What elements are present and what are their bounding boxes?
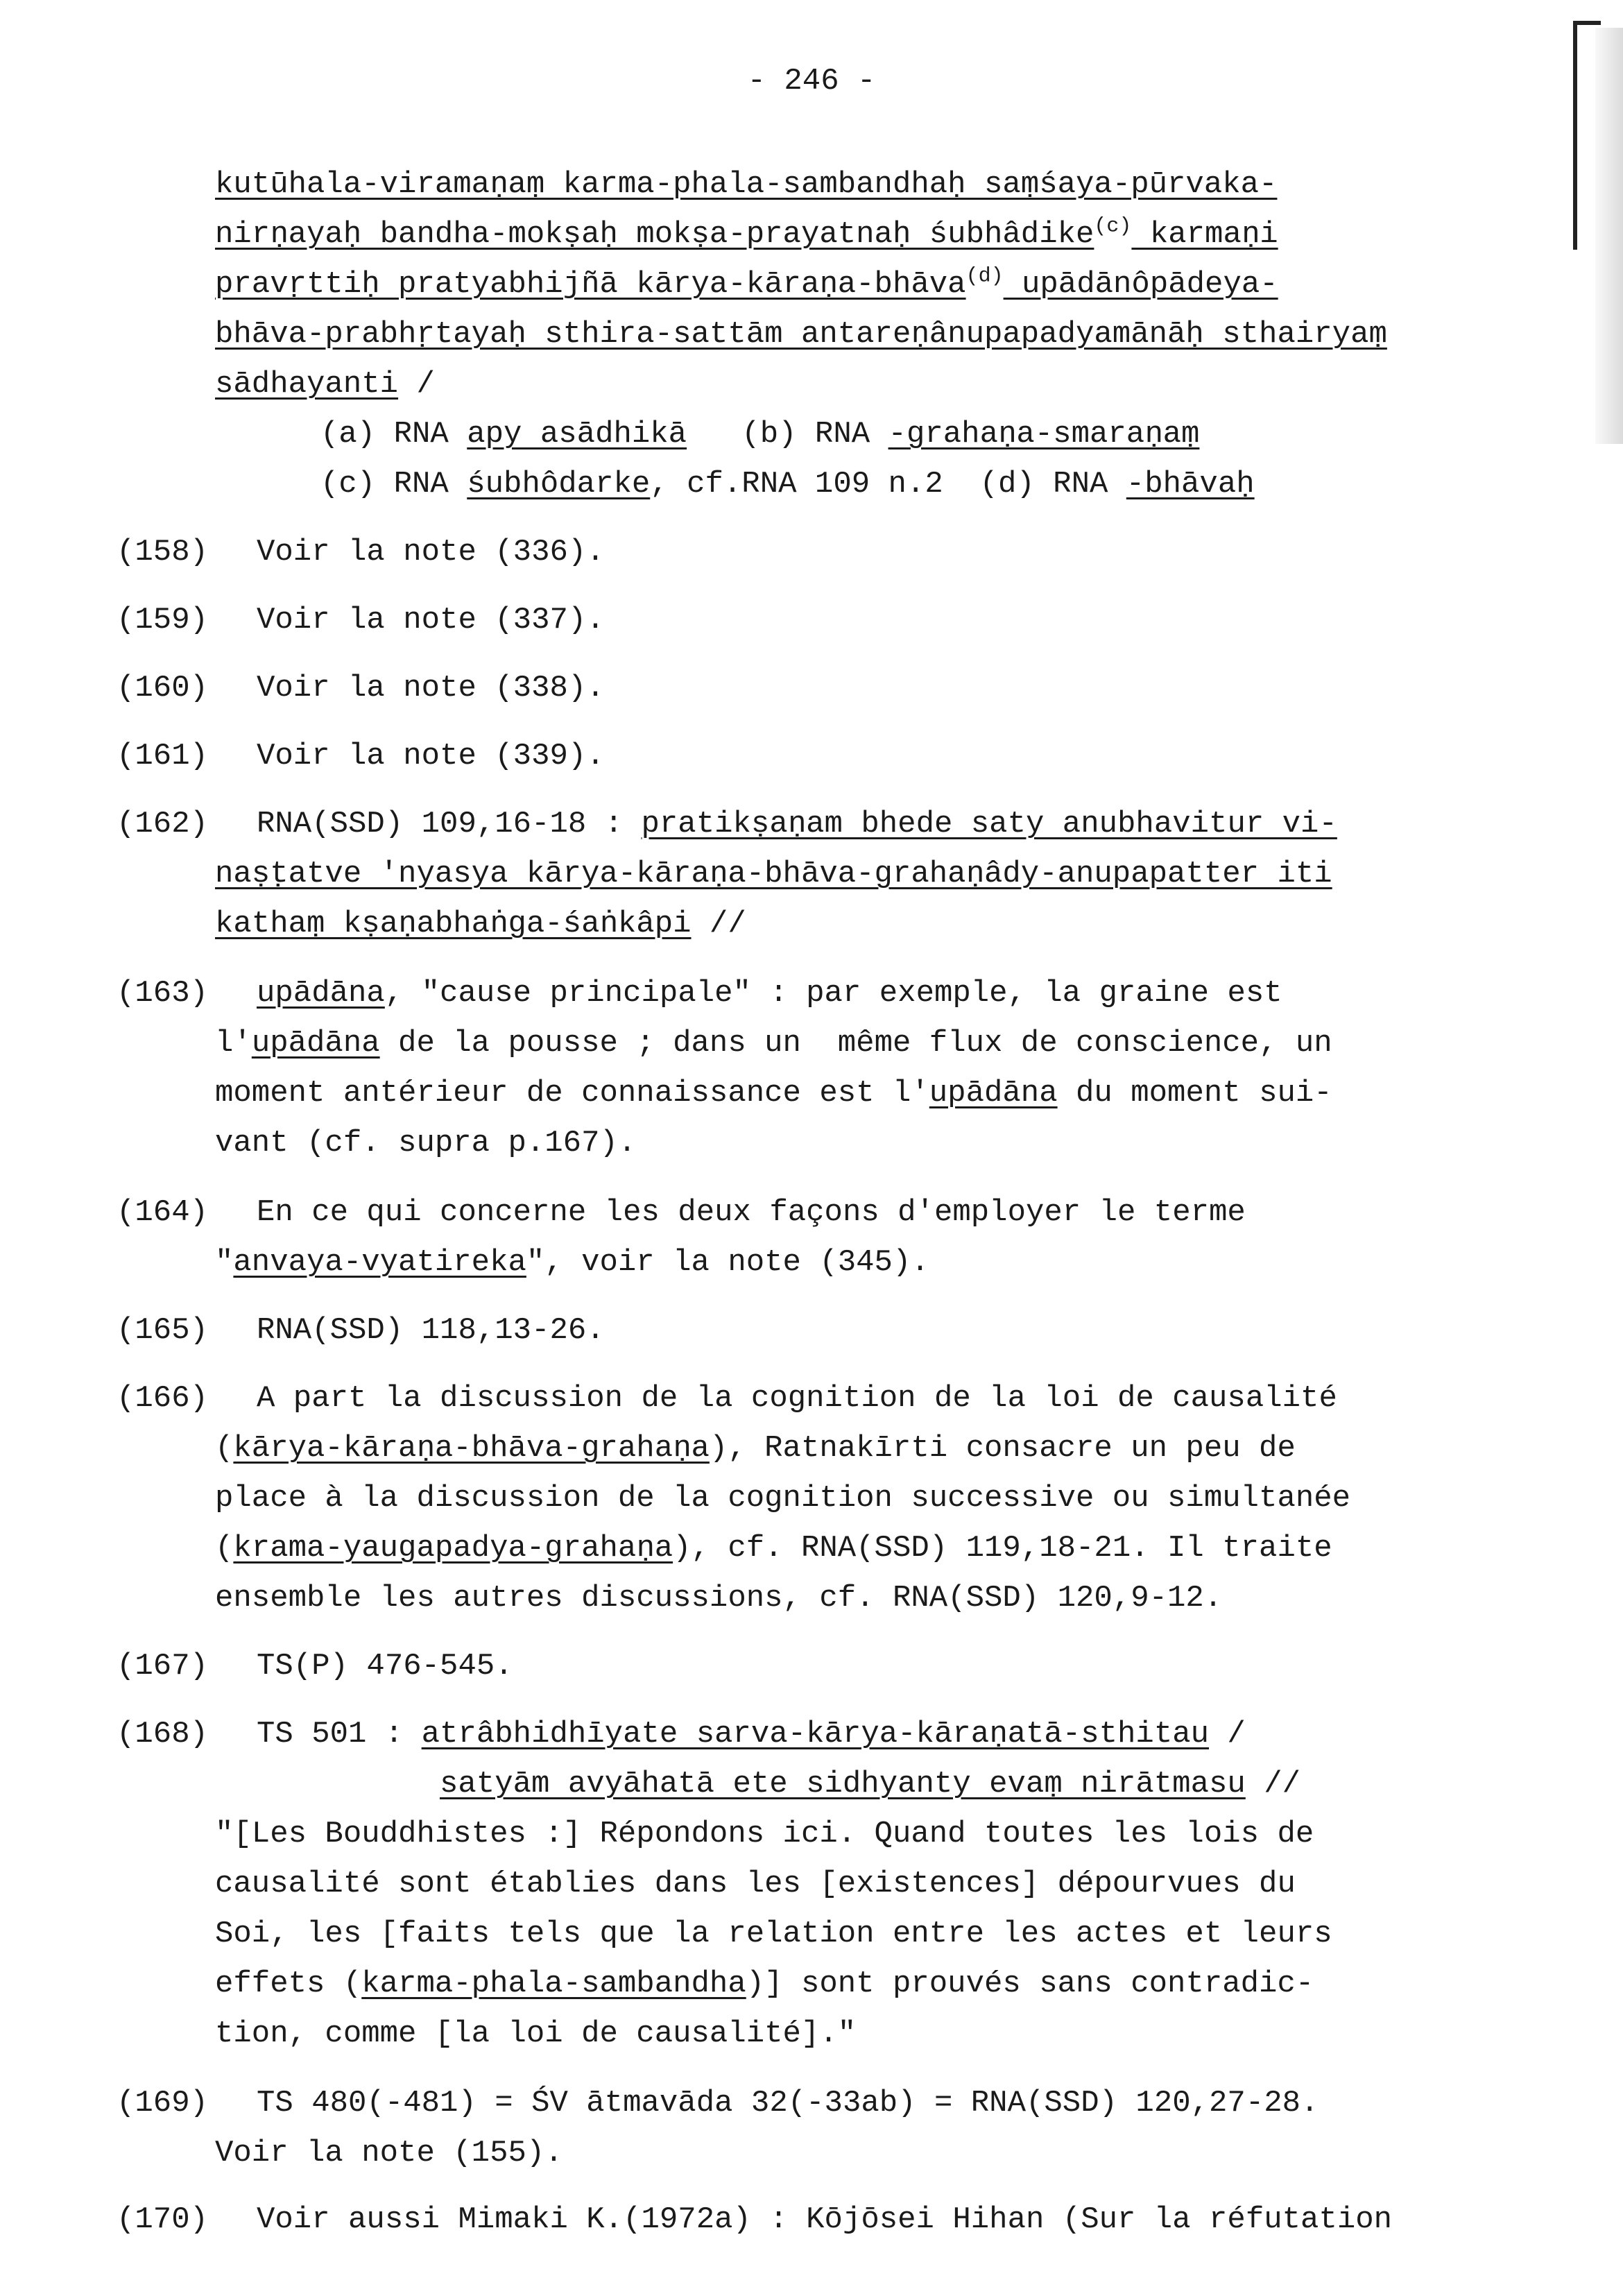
note-number-161: (161) [117,739,209,773]
note-166-line-5: ensemble les autres discussions, cf. RNA(SSD) 120,9-12. [215,1581,1223,1616]
note-164-line-1: En ce qui concerne les deux façons d'employer le terme [257,1195,1246,1230]
note-number-165: (165) [117,1313,209,1348]
passage-line-1: kutūhala-viramaṇaṃ karma-phala-sambandhaḥ saṃśaya-pūrvaka- [215,167,1278,202]
note-number-162: (162) [117,807,209,841]
note-166-line-3: place à la discussion de la cognition successive ou simultanée [215,1481,1351,1516]
footnote-marker-c: (c) [1094,214,1132,239]
note-163-line-3: moment antérieur de connaissance est l'upādāna du moment sui- [215,1076,1332,1111]
note-number-170: (170) [117,2202,209,2237]
note-number-163: (163) [117,976,209,1011]
note-text-170: Voir aussi Mimaki K.(1972a) : Kōjōsei Hihan (Sur la réfutation [257,2202,1393,2237]
page-number: - 246 - [747,64,876,98]
note-number-166: (166) [117,1381,209,1416]
footnote-marker-d: (d) [965,264,1004,289]
note-text-160: Voir la note (338). [257,671,605,705]
note-text-161: Voir la note (339). [257,739,605,773]
note-163-line-2: l'upādāna de la pousse ; dans un même flux de conscience, un [215,1026,1332,1061]
note-168-line-4: causalité sont établies dans les [existences] dépourvues du [215,1867,1296,1901]
note-text-159: Voir la note (337). [257,603,605,637]
note-166-line-1: A part la discussion de la cognition de la loi de causalité [257,1381,1337,1416]
note-164-line-2: "anvaya-vyatireka", voir la note (345). [215,1245,929,1280]
note-number-168: (168) [117,1717,209,1751]
note-168-line-1: TS 501 : atrâbhidhīyate sarva-kārya-kāraṇatā-sthitau / [257,1717,1246,1751]
passage-line-3: pravṛttiḥ pratyabhijñā kārya-kāraṇa-bhāva$^{(d)}$ upādānôpādeya- [215,264,1278,302]
note-163-line-4: vant (cf. supra p.167). [215,1126,637,1160]
passage-line-4: bhāva-prabhṛtayaḥ sthira-sattām antareṇânupapadyamānāḥ sthairyaṃ [215,317,1387,352]
note-162-line-2: naṣṭatve 'nyasya kārya-kāraṇa-bhāva-grahaṇâdy-anupapatter iti [215,857,1332,891]
note-168-line-6: effets (karma-phala-sambandha)] sont prouvés sans contradic- [215,1967,1314,2001]
note-number-169: (169) [117,2086,209,2121]
note-number-158: (158) [117,535,209,569]
note-168-line-3: "[Les Bouddhistes :] Répondons ici. Quand toutes les lois de [215,1817,1314,1851]
note-169-line-1: TS 480(-481) = ŚV ātmavāda 32(-33ab) = RNA(SSD) 120,27-28. [257,2086,1319,2121]
passage-line-5: sādhayanti / [215,367,435,402]
note-162-line-3: kathaṃ kṣaṇabhaṅga-śaṅkâpi // [215,907,746,941]
note-168-line-2: satyām avyāhatā ete sidhyanty evaṃ nirātmasu // [440,1767,1301,1801]
page-edge-mark [1573,21,1577,250]
note-168-line-7: tion, comme [la loi de causalité]." [215,2016,857,2051]
note-number-160: (160) [117,671,209,705]
note-number-159: (159) [117,603,209,637]
page-edge-mark-top [1573,21,1601,25]
passage-line-2: nirṇayaḥ bandha-mokṣaḥ mokṣa-prayatnaḥ śubhâdike$^{(c)}$ karmaṇi [215,214,1278,252]
note-166-line-2: (kārya-kāraṇa-bhāva-grahaṇa), Ratnakīrti consacre un peu de [215,1431,1296,1466]
note-number-164: (164) [117,1195,209,1230]
note-168-line-5: Soi, les [faits tels que la relation entre les actes et leurs [215,1917,1332,1951]
note-162-line-1: RNA(SSD) 109,16-18 : pratikṣaṇam bhede saty anubhavitur vi- [257,807,1337,841]
note-text-165: RNA(SSD) 118,13-26. [257,1313,605,1348]
note-number-167: (167) [117,1649,209,1684]
note-169-line-2: Voir la note (155). [215,2136,563,2170]
variant-line-cd: (c) RNA śubhôdarke, cf.RNA 109 n.2 (d) RNA -bhāvaḥ [320,467,1255,502]
note-166-line-4: (krama-yaugapadya-grahaṇa), cf. RNA(SSD) 119,18-21. Il traite [215,1531,1332,1566]
variant-line-ab: (a) RNA apy asādhikā (b) RNA -grahaṇa-smaraṇaṃ [320,417,1200,452]
note-text-158: Voir la note (336). [257,535,605,569]
note-text-167: TS(P) 476-545. [257,1649,513,1684]
note-163-line-1: upādāna, "cause principale" : par exemple, la graine est [257,976,1282,1011]
